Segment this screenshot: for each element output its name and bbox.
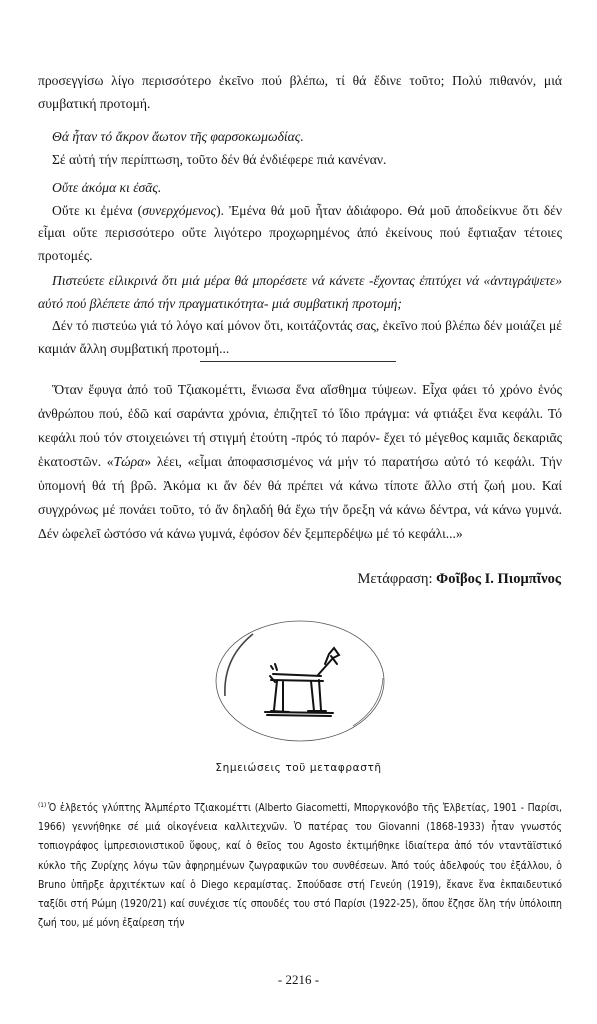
paragraph-3 <box>38 177 562 267</box>
text-span: Τώρα <box>113 454 145 469</box>
dialogue-line <box>38 200 562 268</box>
section-divider <box>200 361 396 362</box>
dialogue-line: Δέν τό πιστεύω γιά τό λόγο καί μόνον ὅτι, κοιτάζοντάς σας, ἐκεῖνο πού βλέπω δέν μοιάζει μέ καμιάν ἄλλη συμβατική προτομή... <box>38 318 562 356</box>
paragraph-1 <box>38 70 562 115</box>
dialogue-line: Σέ αὐτή τήν περίπτωση, τοῦτο δέν θά ἐνδιέφερε πιά κανέναν. <box>52 151 387 167</box>
text-span: Ὅταν ἔφυγα ἀπό τοῦ Τζιακομέττι, ἔνιωσα ἕνα αἴσθημα τύψεων. Εἶχα φάει τό χρόνο ἑνός ἀνθρώπου πού, ἐδῶ καί σαράντα χρόνια, ἐπιζητεῖ τό ἴδιο πράγμα: νά φτιάξει ἕνα κεφάλι. Τό κεφάλι πού τόν στοιχειώνει τή στιγμή ἐτούτη -πρός τό παρόν- ἔχει τό μέγεθος καμιᾶς δεκαριᾶς ἑκατοστῶν. « <box>38 382 562 469</box>
page-number: - 2216 - <box>277 972 320 987</box>
dog-sketch-illustration <box>213 618 387 744</box>
question-line: Πιστεύετε εἰλικρινά ὅτι μιά μέρα θά μπορέσετε νά κάνετε -ἔχοντας ἐπιτύχει νά «ἀντιγράψετε» αὐτό πού βλέπετε ἀπό τήν πραγματικότητα- μιά συμβατική προτομή; <box>38 273 562 311</box>
footnote-text: Ὁ ἐλβετός γλύπτης Ἀλμπέρτο Τζιακομέττι (Alberto Giacometti, Μποργκονόβο τῆς Ἐλβετίας, 1901 - Παρίσι, 1966) γεννήθηκε σέ μιά οἰκογένεια καλλιτεχνῶν. Ὁ πατέρας του Giovanni (1868-1933) ἦταν γνωστός τοπιογράφος ἰμπρεσιονιστικοῦ ὕφους, καί ὁ θεῖος του Agosto ἐκτιμήθηκε ἰδιαίτερα ἀπό τόν νταντα̈ϊστικό κύκλο τῆς Ζυρίχης λόγω τῶν ἀφηρημένων ζωγραφικῶν του συνθέσεων. Ἀπό τούς ἀδελφούς του ἐξάλλου, ὁ Bruno ὑπῆρξε ἀρχιτέκτων καί ὁ Diego κεραμίστας. Σπούδασε στή Γενεύη (1919), ἔκανε ἕνα ἐκπαιδευτικό ταξίδι στή Ρώμη (1920/21) καί συνέχισε τίς σπουδές του στό Παρίσι (1922-25), ὅπου ἔζησε ὅλη τήν ὑπόλοιπη ζωή του, μέ μόνη ἐξαίρεση τήν <box>38 802 562 930</box>
closing-paragraph <box>38 378 562 546</box>
stage-direction: συνερχόμενος <box>142 202 217 218</box>
paragraph-2 <box>38 126 562 171</box>
translator-name: Φοῖβος Ι. Πιομπῖνος <box>436 571 561 587</box>
footnote-1 <box>38 796 562 933</box>
question-line: Οὔτε ἀκόμα κι ἐσᾶς. <box>52 180 162 195</box>
paragraph-4 <box>38 270 562 360</box>
translator-credit <box>358 571 562 588</box>
question-line: Θά ἦταν τό ἄκρον ἄωτον τῆς φαρσοκωμωδίας. <box>52 129 304 144</box>
narrative-text <box>38 378 562 546</box>
dialogue-line: προσεγγίσω λίγο περισσότερο ἐκεῖνο πού βλέπω, τί θά ἔδινε τοῦτο; Πολύ πιθανόν, μιά συμβατική προτομή. <box>38 73 562 111</box>
translator-notes <box>38 796 562 933</box>
text-span: ). Ἐμένα θά μοῦ ἦταν ἀδιάφορο. Θά μοῦ ἀποδείκνυε ὅτι δέν εἶμαι οὔτε περισσότερο οὔτε λιγότερο προχωρημένος ἀπό ἐκείνους πού ἔφτιαξαν τέτοιες προτομές. <box>38 202 563 263</box>
translator-label: Μετάφραση: <box>357 571 433 587</box>
notes-heading: Σημειώσεις τοῦ μεταφραστῆ <box>215 762 382 774</box>
footnote-marker: (1) <box>38 801 47 809</box>
text-span: » λέει, «εἶμαι ἀποφασισμένος νά μήν τό παρατήσω αὐτό τό κεφάλι. Τήν ὑπομονή θά τή βρῶ. Ἀκόμα κι ἄν δέν θά πρέπει νά κάνω τίποτε ἄλλο στή ζωή μου. Καί συγχρόνως μέ πονάει τοῦτο, τό ἄν δηλαδή θά ἔχω τήν ὄρεξη νά κάνω δέντρα, νά κάνω γυμνά. Δέν ὠφελεῖ ὡστόσο νά κάνω γυμνά, ἐφόσον δέν ξεμπερδέψω μέ τό κεφάλι...» <box>38 454 562 541</box>
text-span: Οὔτε κι ἐμένα ( <box>52 202 143 218</box>
